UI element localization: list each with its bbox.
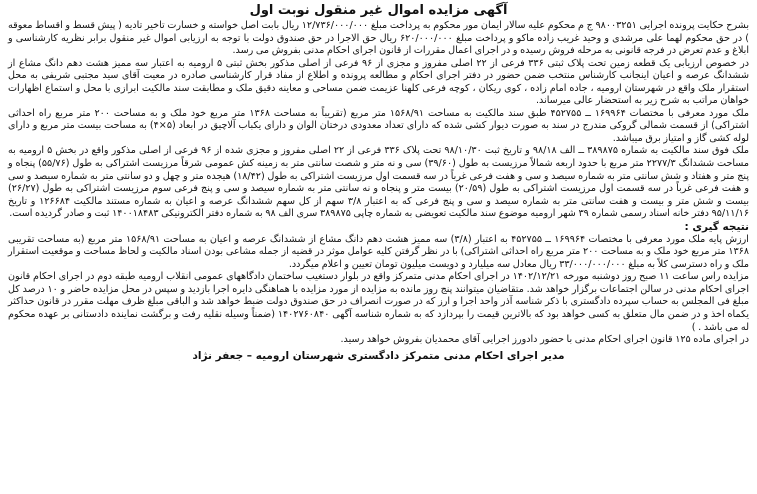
deed-details-paragraph: ملک فوق سند مالکیت به شماره ۳۸۹۸۷۵ ــ الف ۹۸/۱۸ و تاریخ ثبت ۹۸/۱۰/۳۰ تحت پلاک ۳۳۶ فرعی از ۲۲ اصلی مفروز و مجزی شده از ۹۶ فرعی از اصلی مذکور واقع در بخش ۵ ارومیه به مساحت ششدانگ ۲۲۷۷/۳ متر مربع با حدود اربعه شمالاً مرزیست به طول (۳۹/۶۰) سی و نه متر و شصت سانتی متر به زمینه کش عمومی شرقاً مرزیست اشتراکی به طول (۵۵/۷۶) پنجاه و پنج متر و هفتاد و شش سانتی متر به شماره سیصد و سی و هفت فرعی غرباً در سه قسمت اول مرزیست اشتراکی به طول (۱۸/۴۲) هیجده متر و چهل و دو سانتی متر به شماره سیصد و سی و هفت فرعی غرباً در سه قسمت اول مرزیست اشتراکی به طول (۲۰/۵۹) بیست متر و پنجاه و نه سانتی متر به شماره سیصد و سی و پنج فرعی سوم مرزیست اشتراکی به طول (۲۶/۲۷) بیست و شش متر و بیست و هفت سانتی متر به شماره سیصد و سی و پنج فرعی که به اعتبار ۳/۸ سهم از کل سهم ششدانگ عرصه و اعیان به شماره مستند مالکیت ۱۲۶۶۸۴ و تاریخ ۹۵/۱۱/۱۶ دفتر خانه اسناد رسمی شماره ۳۹ شهر ارومیه موضوع سند مالکیت تعویضی به شماره چاپی ۳۸۹۸۷۵ سری الف ۹۸ به شماره دفتر الکترونیکی ۱۴۰۰۱۸۴۸۳ ثبت و صادر گردیده است. (8, 145, 750, 220)
enforcement-paragraph: در اجرای ماده ۱۲۵ قانون اجرای احکام مدنی با حضور دادورز اجرایی آقای محمدیان بفروش خواهد رسید. (340, 334, 749, 346)
signature-line: مدیر اجرای احکام مدنی متمرکز دادگستری شهرستان ارومیه – جعفر نژاد (192, 349, 565, 362)
notice-title: آگهی مزایده اموال غیر منقول نوبت اول (249, 3, 508, 18)
valuation-paragraph: ارزش پایه ملک مورد معرفی با مختصات ۱۶۹۹۶۴ ــ ۴۵۲۷۵۵ به اعتبار (۳/۸) سه ممیز هشت دهم دانگ مشاع از ششدانگ عرصه و اعیان به مساحت ۱۵۶۸/۹۱ متر مربع (به مساحت تقریبی ۱۳۶۸ متر مربع خود ملک و به مساحت ۲۰۰ متر مربع راه احداثی اشتراکی) با در نظر گرفتن کلیه عوامل موثر در قضیه از جمله مشاعی بودن اسناد مالکیت و لحاظ مساحت و موقعیت استقرار ملک و راه دسترسی کلاً به مبلغ ۳۳/۰۰۰/۰۰۰/۰۰۰ ریال معادل سه میلیارد و دویست میلیون تومان تعیین و اعلام میگردد. (8, 233, 749, 270)
intro-paragraph: بشرح حکایت پرونده اجرایی ۹۸۰۰۳۲۵۱ ج م محکوم علیه سالار ایمان مور محکوم به پرداخت مبلغ ۱۲/۷۳۶/۰۰۰/۰۰۰ ریال بابت اصل خواسته و خسارت تاخیر تادیه ( پیش قسط و اقساط معوقه ) در حق محکوم لهما علی مرشدی و وحید غریب زاده ماکو و پرداخت مبلغ ۶۲۰/۰۰۰/۰۰۰ ریال حق الاجرا در حق صندوق دولت با توجه به ارزیابی اموال غیر منقول برابر نظریه کارشناسی و ابلاغ و عدم تعرض در فرجه قانونی به مرحله فروش رسیده و در اجرای اعمال مقررات از قانون اجرای احکام مدنی بفروش می رسد. (8, 20, 750, 57)
assessment-paragraph: در خصوص ارزیابی یک قطعه زمین تحت پلاک ثبتی ۳۳۶ فرعی از ۲۲ اصلی مفروز و مجزی از ۹۶ فرعی از اصلی مذکور بخش ثبتی ۵ ارومیه به اعتبار سه ممیز هشت دهم دانگ مشاع از ششدانگ عرصه و اعیان اینجانب کارشناس منتخب ضمن حضور در دفتر اجرای احکام و مطالعه پرونده و اطلاع از مفاد قرار کارشناسی صادره در معیت آقای سید مجتبی شریفی به محل استقرار ملک واقع در شهرستان ارومیه ، جاده امام زاده ، کوی ریکان ، کوچه فرعی کلهنا عزیمت ضمن مساحی و معاینه دقیق ملک و مطابقت سند مالکیت ابرازی با محل و استماع اظهارات خواهان مراتب به شرح زیر به استحضار عالی میرساند. (8, 57, 749, 107)
conclusion-heading: نتیجه گیری : (684, 220, 749, 233)
property-description-paragraph: ملک مورد معرفی با مختصات ۱۶۹۹۶۴ ــ ۴۵۲۷۵۵ طبق سند مالکیت به مساحت ۱۵۶۸/۹۱ متر مربع (تقریباً به مساحت ۱۳۶۸ متر مربع خود ملک و به مساحت ۲۰۰ متر مربع راه احداثی اشتراکی) از قسمت شمالی گروکی مندرج در سند به صورت دیوار کشی شده که دارای تعداد معدودی درختان الوان و دارای یکباب آلاچیق در ابعاد (۵×۴) به مساحت بیست متر مربع و دارای لوله کشی گاز و امتیاز برق میباشد. (8, 107, 749, 144)
auction-terms-paragraph: مزایده راس ساعت ۱۱ صبح روز دوشنبه مورخه ۱۴۰۲/۱۲/۲۱ در اجرای احکام مدنی متمرکز واقع در بلوار دستغیب ساختمان دادگاههای عمومی انقلاب ارومیه طبقه دوم در اجرای احکام قانون اجرای احکام مدنی در سالن اجتماعات برگزار خواهد شد. متقاضیان میتوانند پنج روز مانده به مزایده از مورد مزایده با هماهنگی دایره اجرا بازدید و سپس در محل مزایده حاضر و ۱۰ درصد کل مبلغ فی المجلس به حساب سپرده دادگستری با ذکر شناسه آذر واحد اجرا و ارز که در صورت انصراف در حق صندوق دولت ضبط خواهد شد و الباقی مبلغ ظرف مهلت مقرر در قانون حداکثر یکماه اخذ و در ضمن مال متعلق به کسی خواهد بود که بالاترین قیمت را بپردازد که به شماره شناسه آگهی ۱۴۰۲۷۶۰۸۴۰ (ضمناً وسیله نقلیه رفت و برگشت نماینده دادستانی بر عهده محکوم له می باشد . ) (8, 271, 749, 333)
